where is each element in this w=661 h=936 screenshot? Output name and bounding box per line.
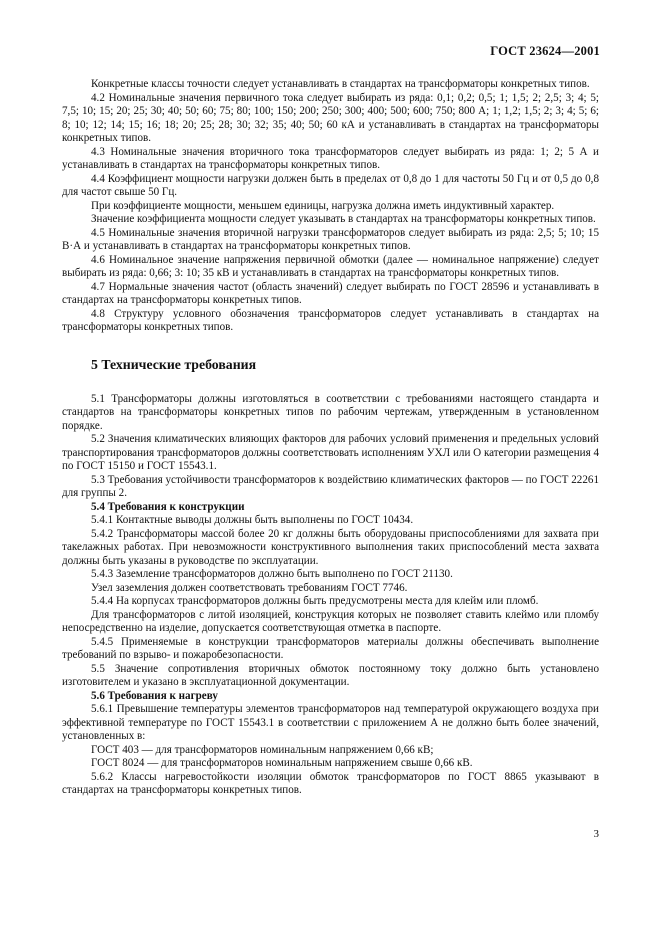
paragraph: 5.6.1 Превышение температуры элементов трансформаторов над температурой окружающего воздуха при эффективной температуре по ГОСТ 15543.1 в соответствии с приложением А не должно быть более значений, установленных в: xyxy=(62,703,599,742)
paragraph: 5.4.4 На корпусах трансформаторов должны быть предусмотрены места для клейм или пломб. xyxy=(91,595,539,607)
paragraph: 4.5 Номинальные значения вторичной нагрузки трансформаторов следует выбирать из ряда: 2,5; 5; 10; 15 В·А и устанавливать в стандартах на трансформаторы конкретных типов. xyxy=(62,226,599,252)
paragraph: 4.2 Номинальные значения первичного тока следует выбирать из ряда: 0,1; 0,2; 0,5; 1; 1,5; 2; 2,5; 3; 4; 5; 7,5; 10; 15; 20; 25; 30; 40; 50; 60; 75; 80; 100; 150; 200; 250; 300; 400; 500; 600; 750; 800 А; 1; 1,2; 1,5; 2; 3; 4; 5; 6; 8; 10; 12; 14; 15; 16; 18; 20; 25; 28; 30; 32; 35; 40; 50; 60 кА и устанавливать в стандартах на трансформаторы конкретных типов. xyxy=(62,91,599,144)
section-title: 5 Технические требования xyxy=(91,356,257,372)
paragraph: Значение коэффициента мощности следует указывать в стандартах на трансформаторы конкретных типов. xyxy=(91,213,596,225)
paragraph: 5.4.2 Трансформаторы массой более 20 кг должны быть оборудованы приспособлениями для захвата при такелажных работах. При невозможности конструктивного выполнения таких приспособлений места захвата должны быть указаны в руководстве по эксплуатации. xyxy=(62,527,599,567)
paragraph: Конкретные классы точности следует устанавливать в стандартах на трансформаторы конкретных типов. xyxy=(91,78,590,90)
subsection-title: 5.6 Требования к нагреву xyxy=(91,689,218,702)
paragraph: 5.4.3 Заземление трансформаторов должно быть выполнено по ГОСТ 21130. xyxy=(91,568,453,580)
paragraph: При коэффициенте мощности, меньшем единицы, нагрузка должна иметь индуктивный характер. xyxy=(91,199,555,212)
paragraph: 5.4.5 Применяемые в конструкции трансформаторов материалы должны обеспечивать выполнение требований по взрыво- и пожаробезопасности. xyxy=(62,635,599,661)
paragraph: ГОСТ 8024 — для трансформаторов номинальным напряжением свыше 0,66 кВ. xyxy=(91,757,473,769)
paragraph: 5.5 Значение сопротивления вторичных обмоток постоянному току должно быть установлено изготовителем и указано в эксплуатационной документации. xyxy=(62,662,599,688)
paragraph: ГОСТ 403 — для трансформаторов номинальным напряжением 0,66 кВ; xyxy=(91,743,434,756)
paragraph: Узел заземления должен соответствовать требованиям ГОСТ 7746. xyxy=(91,581,408,594)
paragraph: 5.3 Требования устойчивости трансформаторов к воздействию климатических факторов — по ГОСТ 22261 для группы 2. xyxy=(62,473,599,499)
paragraph: 5.1 Трансформаторы должны изготовляться в соответствии с требованиями настоящего стандарта и стандартов на трансформаторы конкретных типов по рабочим чертежам, утвержденным в установленном порядке. xyxy=(62,392,599,432)
paragraph: 4.4 Коэффициент мощности нагрузки должен быть в пределах от 0,8 до 1 для частоты 50 Гц и от 0,5 до 0,8 для частот свыше 50 Гц. xyxy=(62,172,599,198)
page-number: 3 xyxy=(593,828,599,840)
paragraph: 5.6.2 Классы нагревостойкости изоляции обмоток трансформаторов по ГОСТ 8865 указывают в стандартах на трансформаторы конкретных типов. xyxy=(62,770,599,796)
document-body xyxy=(62,78,599,798)
paragraph: Для трансформаторов с литой изоляцией, конструкция которых не позволяет ставить клеймо или пломбу непосредственно на изделие, допускается соответствующая отметка в паспорте. xyxy=(62,608,599,634)
paragraph: 4.3 Номинальные значения вторичного тока трансформаторов следует выбирать из ряда: 1; 2; 5 А и устанавливать в стандартах на трансформаторы конкретных типов. xyxy=(62,145,599,171)
paragraph: 5.2 Значения климатических влияющих факторов для рабочих условий применения и предельных условий транспортирования трансформаторов должны соответствовать исполнениям УХЛ или О категории размещения 4 по ГОСТ 15150 и ГОСТ 15543.1. xyxy=(62,433,599,472)
paragraph: 5.4.1 Контактные выводы должны быть выполнены по ГОСТ 10434. xyxy=(91,514,414,526)
document-code: ГОСТ 23624—2001 xyxy=(490,44,600,58)
subsection-title: 5.4 Требования к конструкции xyxy=(91,500,245,513)
paragraph: 4.6 Номинальное значение напряжения первичной обмотки (далее — номинальное напряжение) следует выбирать из ряда: 0,66; 3: 10; 35 кВ и устанавливать в стандартах на трансформаторы конкретных типов. xyxy=(62,253,599,279)
paragraph: 4.7 Нормальные значения частот (область значений) следует выбирать по ГОСТ 28596 и устанавливать в стандартах на трансформаторы конкретных типов. xyxy=(62,280,599,306)
paragraph: 4.8 Структуру условного обозначения трансформаторов следует устанавливать в стандартах на трансформаторы конкретных типов. xyxy=(62,307,599,333)
